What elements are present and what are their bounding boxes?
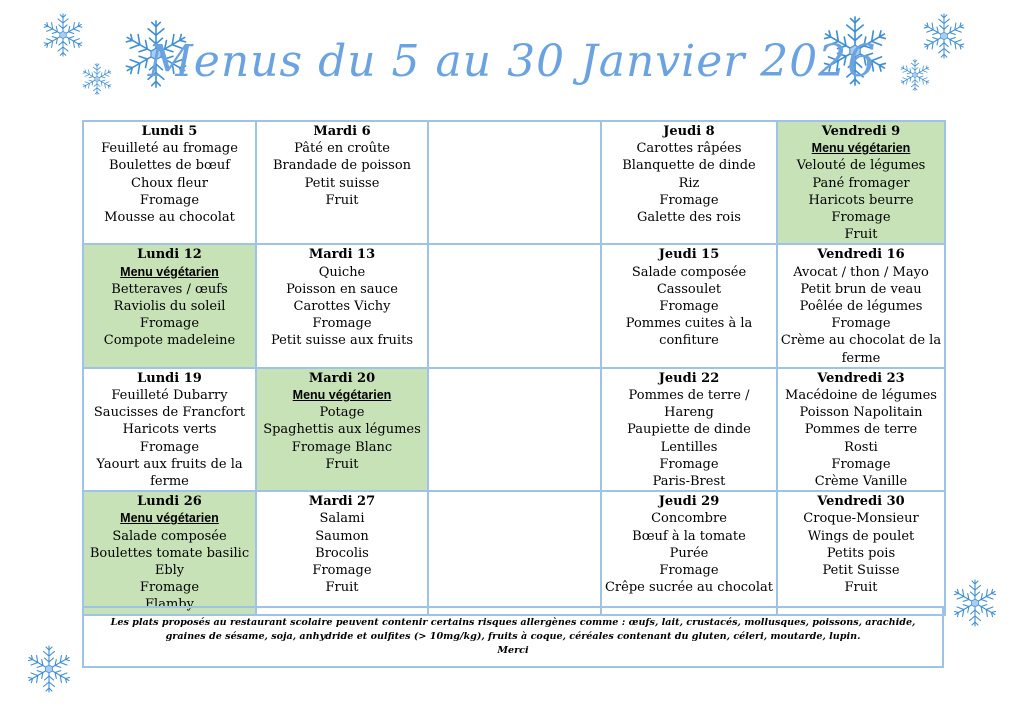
dish-item: Flamby: [145, 597, 194, 613]
thanks-text: Merci: [497, 645, 529, 656]
dish-item: Petit brun de veau: [800, 281, 922, 297]
dish-item: Spaghettis aux légumes: [263, 422, 421, 438]
dish-item: Pommes de terre / Hareng: [628, 388, 750, 421]
dish-item: Saumon: [315, 528, 369, 544]
dish-item: Fromage: [659, 456, 719, 472]
dish-item: Fromage: [139, 439, 200, 455]
dish-item: Poisson en sauce: [286, 281, 398, 297]
menu-cell: [83, 121, 256, 244]
dish-item: Pâté en croûte: [294, 141, 390, 157]
day-heading: Jeudi 22: [658, 370, 720, 386]
dish-item: Concombre: [651, 511, 727, 527]
week-row: [83, 121, 945, 244]
menu-table: [82, 120, 946, 616]
dish-item: Feuilleté Dubarry: [111, 388, 228, 404]
dish-item: Fromage: [659, 192, 719, 208]
dish-item: Paris-Brest: [652, 474, 726, 490]
dish-item: Purée: [669, 545, 709, 561]
dish-item: Blanquette de dinde: [622, 158, 756, 174]
menu-cell: [83, 368, 256, 491]
dish-item: Fromage: [312, 316, 372, 332]
day-heading: Mardi 20: [308, 370, 376, 386]
dish-item: Fruit: [844, 580, 878, 596]
dish-item: Betteraves / œufs: [111, 281, 228, 297]
dish-item: Fromage: [659, 299, 719, 315]
dish-item: Fromage: [139, 316, 200, 332]
dish-item: Lentilles: [660, 439, 718, 455]
dish-item: Saucisses de Francfort: [93, 405, 246, 421]
menu-cell: [83, 491, 256, 614]
dish-item: Compote madeleine: [103, 333, 236, 349]
dish-item: Riz: [678, 175, 700, 191]
vegetarian-label: Menu végétarien: [811, 141, 911, 156]
dish-item: Petits pois: [826, 545, 896, 561]
dish-item: Avocat / thon / Mayo: [793, 264, 929, 280]
menu-table-body: [83, 121, 945, 615]
dish-item: Fromage: [139, 580, 200, 596]
dish-item: Crème au chocolat de la ferme: [780, 333, 942, 366]
day-heading: Vendredi 30: [817, 494, 905, 510]
menu-cell: [256, 491, 428, 614]
snowflake-icon: [24, 644, 74, 694]
week-row: [83, 368, 945, 491]
dish-item: Fruit: [844, 227, 878, 243]
day-heading: Vendredi 16: [817, 247, 905, 263]
vegetarian-label: Menu végétarien: [292, 388, 392, 403]
dish-item: Crème Vanille: [814, 474, 908, 490]
dish-item: Velouté de légumes: [796, 158, 926, 174]
menu-cell: [256, 121, 428, 244]
dish-item: Petit suisse aux fruits: [270, 333, 413, 349]
menu-cell: [777, 244, 945, 367]
vegetarian-label: Menu végétarien: [120, 264, 219, 279]
allergen-note: [82, 606, 944, 668]
empty-cell: [428, 491, 601, 614]
dish-item: Salade composée: [631, 264, 747, 280]
dish-item: Bœuf à la tomate: [632, 528, 746, 544]
menu-cell: [601, 121, 777, 244]
dish-item: Fromage Blanc: [291, 439, 393, 455]
menu-cell: [256, 368, 428, 491]
dish-item: Paupiette de dinde: [627, 422, 751, 438]
dish-item: Rosti: [844, 439, 878, 455]
dish-item: Fromage: [831, 316, 891, 332]
empty-cell: [428, 368, 601, 491]
dish-item: Quiche: [318, 264, 366, 280]
dish-item: Boulettes tomate basilic: [89, 545, 250, 561]
dish-item: Pommes cuites à la confiture: [625, 316, 753, 349]
dish-item: Fromage: [659, 563, 719, 579]
day-heading: Lundi 26: [137, 494, 202, 510]
day-heading: Jeudi 29: [658, 494, 720, 510]
menu-cell: [601, 368, 777, 491]
dish-item: Haricots verts: [122, 422, 217, 438]
day-heading: Jeudi 8: [663, 124, 715, 139]
dish-item: Raviolis du soleil: [113, 299, 226, 315]
dish-item: Carottes râpées: [636, 141, 742, 157]
menu-cell: [777, 491, 945, 614]
day-heading: Jeudi 15: [658, 247, 720, 263]
dish-item: Pommes de terre: [804, 422, 918, 438]
dish-item: Poisson Napolitain: [799, 405, 923, 421]
dish-item: Fruit: [325, 192, 359, 208]
dish-item: Brandade de poisson: [272, 158, 412, 174]
dish-item: Wings de poulet: [807, 528, 915, 544]
dish-item: Petit suisse: [304, 175, 380, 191]
dish-item: Croque-Monsieur: [803, 511, 919, 527]
dish-item: Mousse au chocolat: [104, 210, 235, 226]
dish-item: Poêlée de légumes: [799, 299, 923, 315]
page-title: Menus du 5 au 30 Janvier 2026: [147, 36, 877, 87]
menu-cell: [256, 244, 428, 367]
day-heading: Mardi 6: [313, 124, 371, 139]
week-row: [83, 491, 945, 614]
dish-item: Feuilleté au fromage: [101, 141, 238, 157]
empty-cell: [428, 244, 601, 367]
dish-item: Galette des rois: [637, 210, 741, 226]
dish-item: Petit Suisse: [822, 563, 900, 579]
dish-item: Fruit: [325, 580, 359, 596]
vegetarian-label: Menu végétarien: [120, 511, 219, 526]
day-heading: Lundi 12: [137, 247, 202, 263]
dish-item: Yaourt aux fruits de la ferme: [96, 456, 243, 490]
day-heading: Vendredi 23: [817, 370, 905, 386]
day-heading: Mardi 13: [308, 247, 376, 263]
dish-item: Brocolis: [315, 545, 369, 561]
day-heading: Lundi 19: [137, 370, 202, 386]
dish-item: Potage: [319, 405, 365, 421]
allergen-text: Les plats proposés au restaurant scolaire peuvent contenir certains risques allergènes comme : œufs, lait, crustacés, mollusques, poissons, arachide, graines de sésame, soja, anhydride et oulfites (> 10mg/kg), fruits à coque, céréales contenant du gluten, céleri, moutarde, lupin.: [110, 617, 916, 642]
day-heading: Lundi 5: [141, 124, 198, 139]
dish-item: Fromage: [831, 456, 891, 472]
dish-item: Boulettes de bœuf: [108, 158, 231, 174]
menu-cell: [601, 491, 777, 614]
dish-item: Cassoulet: [656, 281, 722, 297]
day-heading: Vendredi 9: [821, 124, 901, 139]
snowflake-icon: [950, 578, 1000, 628]
menu-cell: [777, 368, 945, 491]
dish-item: Fromage: [831, 210, 891, 226]
dish-item: Fromage: [312, 563, 372, 579]
empty-cell: [428, 121, 601, 244]
dish-item: Salade composée: [112, 528, 227, 544]
dish-item: Fruit: [325, 456, 359, 472]
dish-item: Fromage: [139, 192, 200, 208]
week-row: [83, 244, 945, 367]
day-heading: Mardi 27: [308, 494, 376, 510]
dish-item: Salami: [319, 511, 365, 527]
dish-item: Ebly: [154, 563, 185, 579]
dish-item: Crêpe sucrée au chocolat: [604, 580, 774, 596]
dish-item: Haricots beurre: [808, 192, 914, 208]
menu-cell: [777, 121, 945, 244]
dish-item: Pané fromager: [812, 175, 910, 191]
menu-cell: [601, 244, 777, 367]
menu-cell: [83, 244, 256, 367]
dish-item: Carottes Vichy: [293, 299, 391, 315]
dish-item: Macédoine de légumes: [785, 388, 937, 404]
dish-item: Choux fleur: [131, 175, 208, 191]
